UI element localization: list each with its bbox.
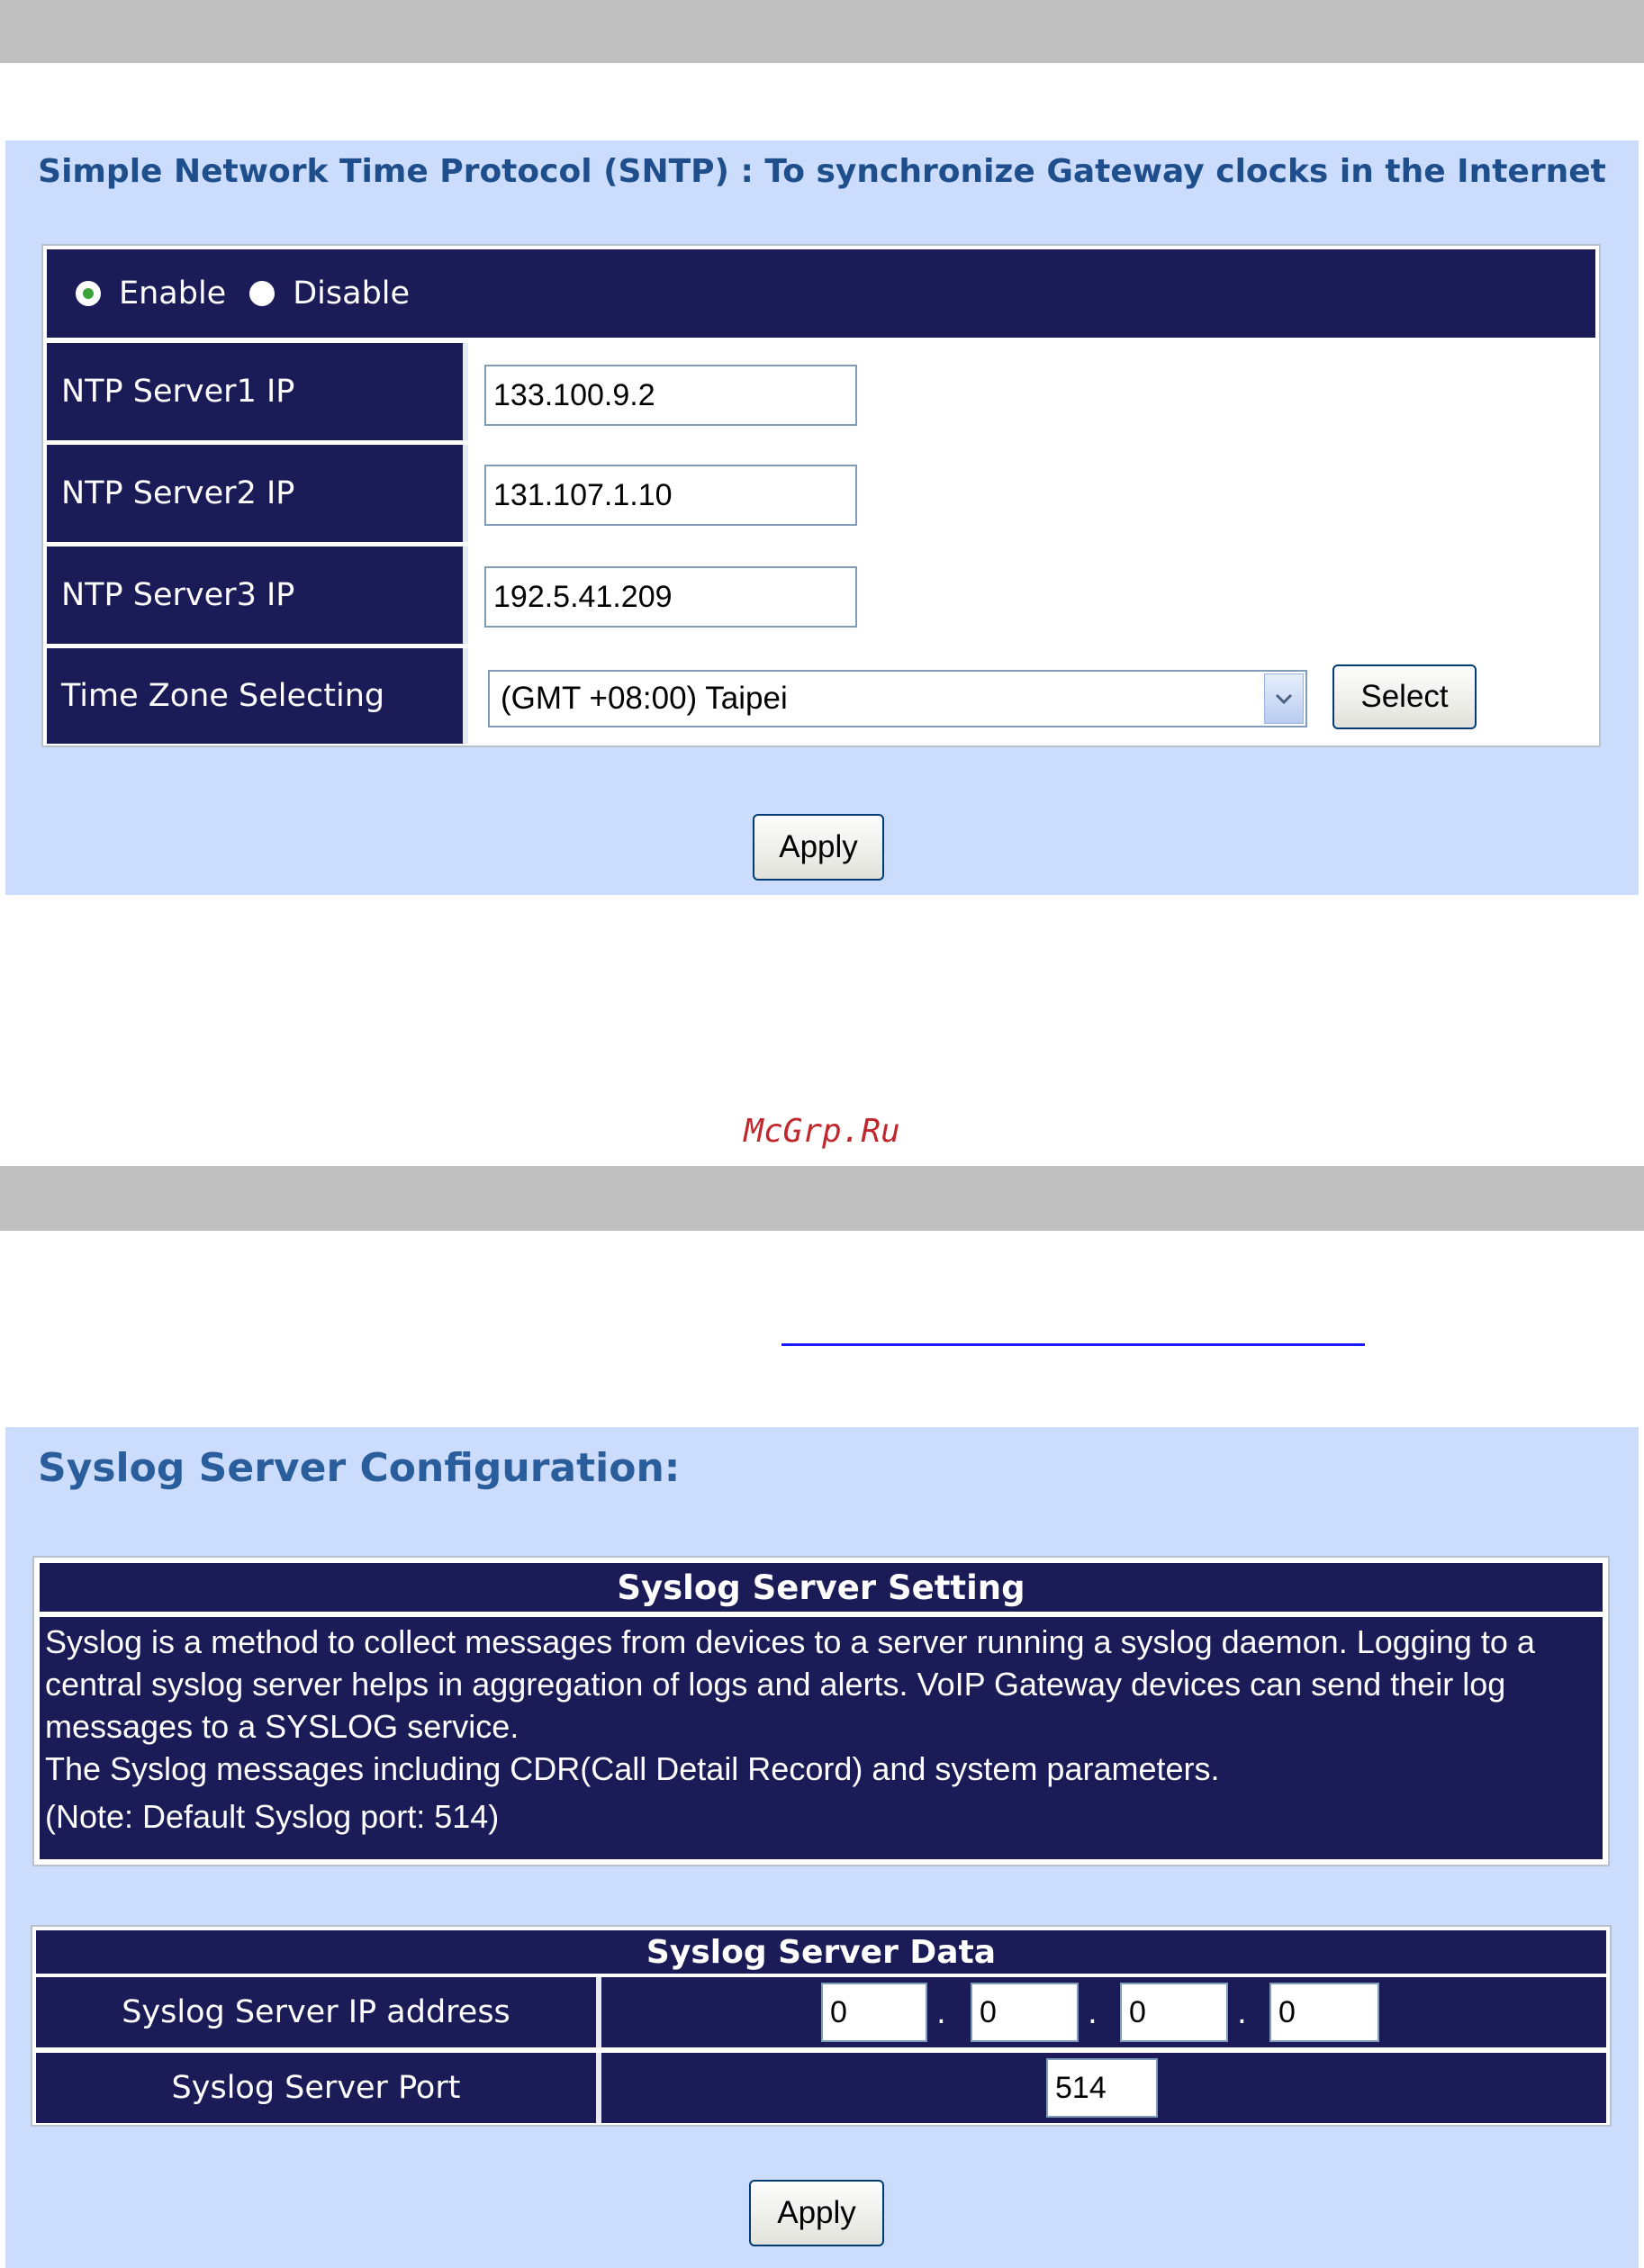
time-zone-label: Time Zone Selecting — [47, 648, 463, 744]
top-header-bar — [0, 0, 1644, 63]
syslog-port-label: Syslog Server Port — [36, 2053, 596, 2123]
section-divider-bar — [0, 1166, 1644, 1231]
timezone-select-button[interactable]: Select — [1332, 664, 1477, 729]
ip-octet-1-input[interactable]: 0 — [821, 1983, 927, 2042]
sntp-title: Simple Network Time Protocol (SNTP) : To synchronize Gateway clocks in the Internet — [38, 153, 1606, 190]
syslog-ip-label: Syslog Server IP address — [36, 1977, 596, 2047]
sntp-settings-table — [41, 244, 1601, 747]
syslog-description-paragraph-1: Syslog is a method to collect messages from devices to a server running a syslog daemon. Logging to a central syslog server helps in aggregation of logs and alerts. VoIP Gateway devices can send their log messages to a SYSLOG service. — [45, 1623, 1535, 1745]
sntp-apply-button[interactable]: Apply — [753, 814, 884, 881]
syslog-ip-row — [36, 1977, 1606, 2047]
ip-separator: . — [1237, 1995, 1247, 2031]
chevron-down-icon[interactable] — [1264, 673, 1304, 724]
enable-label: Enable — [119, 276, 227, 312]
ntp-server3-cell — [468, 547, 1595, 644]
time-zone-cell — [468, 648, 1595, 744]
sntp-enable-row — [47, 249, 1595, 338]
ntp-server1-input[interactable]: 133.100.9.2 — [484, 365, 857, 426]
time-zone-selected-value: (GMT +08:00) Taipei — [501, 681, 788, 716]
ntp-server3-input[interactable]: 192.5.41.209 — [484, 566, 857, 628]
syslog-port-input[interactable]: 514 — [1046, 2058, 1158, 2118]
syslog-description — [40, 1617, 1603, 1859]
ntp-server2-input[interactable]: 131.107.1.10 — [484, 465, 857, 526]
syslog-port-row — [36, 2053, 1606, 2123]
disable-label: Disable — [293, 276, 411, 312]
ntp-server1-label: NTP Server1 IP — [47, 343, 463, 440]
ip-separator: . — [936, 1995, 946, 2031]
disable-radio[interactable] — [249, 281, 275, 306]
ip-octet-3-input[interactable]: 0 — [1120, 1983, 1228, 2042]
syslog-panel — [5, 1427, 1639, 2268]
enable-radio[interactable] — [76, 281, 101, 306]
syslog-setting-header: Syslog Server Setting — [40, 1563, 1603, 1612]
syslog-apply-button[interactable]: Apply — [749, 2180, 884, 2246]
ntp-server1-cell — [468, 343, 1595, 440]
ntp-server3-label: NTP Server3 IP — [47, 547, 463, 644]
syslog-data-header: Syslog Server Data — [36, 1930, 1606, 1974]
time-zone-row — [47, 648, 1595, 744]
radio-selected-dot-icon — [83, 288, 94, 299]
watermark-text: McGrp.Ru — [744, 1113, 900, 1150]
link-underline[interactable] — [781, 1343, 1365, 1346]
syslog-title: Syslog Server Configuration: — [38, 1445, 681, 1491]
ntp-server2-cell — [468, 445, 1595, 542]
ntp-server3-row — [47, 547, 1595, 644]
time-zone-select[interactable] — [488, 670, 1307, 727]
ip-octet-4-input[interactable]: 0 — [1269, 1983, 1379, 2042]
syslog-data-table — [31, 1925, 1612, 2127]
ntp-server1-row — [47, 343, 1595, 440]
ip-separator: . — [1088, 1995, 1098, 2031]
syslog-ip-cell — [601, 1977, 1606, 2047]
ntp-server2-label: NTP Server2 IP — [47, 445, 463, 542]
ip-octet-2-input[interactable]: 0 — [971, 1983, 1079, 2042]
syslog-description-paragraph-2: The Syslog messages including CDR(Call Detail Record) and system parameters. — [45, 1750, 1220, 1787]
syslog-port-cell — [601, 2053, 1606, 2123]
sntp-panel — [5, 140, 1639, 895]
syslog-note: (Note: Default Syslog port: 514) — [45, 1798, 500, 1835]
ntp-server2-row — [47, 445, 1595, 542]
syslog-setting-box — [32, 1556, 1610, 1866]
